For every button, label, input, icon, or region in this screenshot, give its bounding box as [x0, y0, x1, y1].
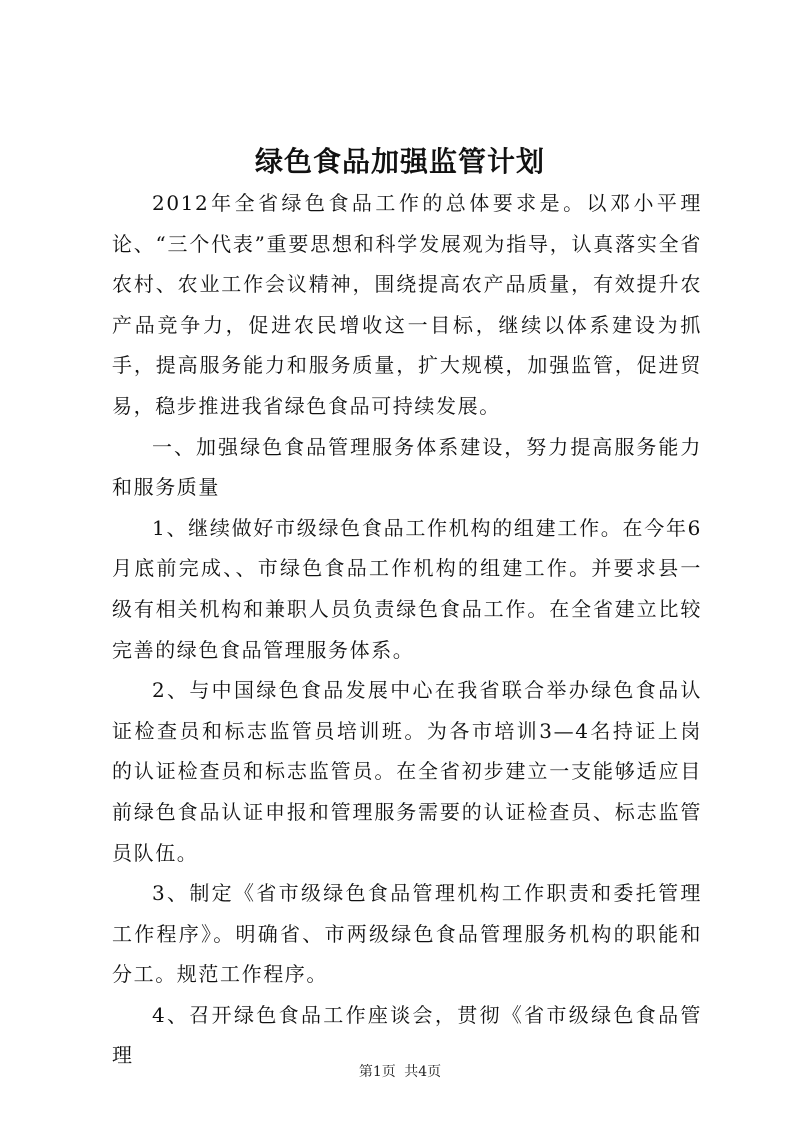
document-title: 绿色食品加强监管计划	[254, 145, 545, 178]
paragraph-intro: 2012年全省绿色食品工作的总体要求是。以邓小平理论、“三个代表”重要思想和科学发展观为指导，认真落实全省农村、农业工作会议精神，围绕提高农产品质量，有效提升农产品竞争力，促进农民增收这一目标，继续以体系建设为抓手，提高服务能力和服务质量，扩大规模，加强监管，促进贸易，稳步推进我省绿色食品可持续发展。	[112, 191, 702, 418]
paragraph-item-4: 4、召开绿色食品工作座谈会，贯彻《省市级绿色食品管理	[112, 1002, 702, 1068]
page-number: 第1页	[358, 1064, 396, 1080]
paragraph-section-heading: 一、加强绿色食品管理服务体系建设，努力提高服务能力和服务质量	[112, 434, 702, 500]
document-body	[112, 183, 702, 1076]
paragraph-item-2: 2、与中国绿色食品发展中心在我省联合举办绿色食品认证检查员和标志监管员培训班。为各市培训3—4名持证上岗的认证检查员和标志监管员。在全省初步建立一支能够适应目前绿色食品认证申报和管理服务需要的认证检查员、标志监管员队伍。	[112, 678, 702, 865]
page-total: 共4页	[404, 1064, 442, 1080]
paragraph-item-1: 1、继续做好市级绿色食品工作机构的组建工作。在今年6月底前完成、、市绿色食品工作机构的组建工作。并要求县一级有相关机构和兼职人员负责绿色食品工作。在全省建立比较完善的绿色食品管理服务体系。	[112, 515, 702, 662]
page-footer	[0, 1062, 800, 1082]
paragraph-item-3: 3、制定《省市级绿色食品管理机构工作职责和委托管理工作程序》。明确省、市两级绿色食品管理服务机构的职能和分工。规范工作程序。	[112, 881, 702, 987]
